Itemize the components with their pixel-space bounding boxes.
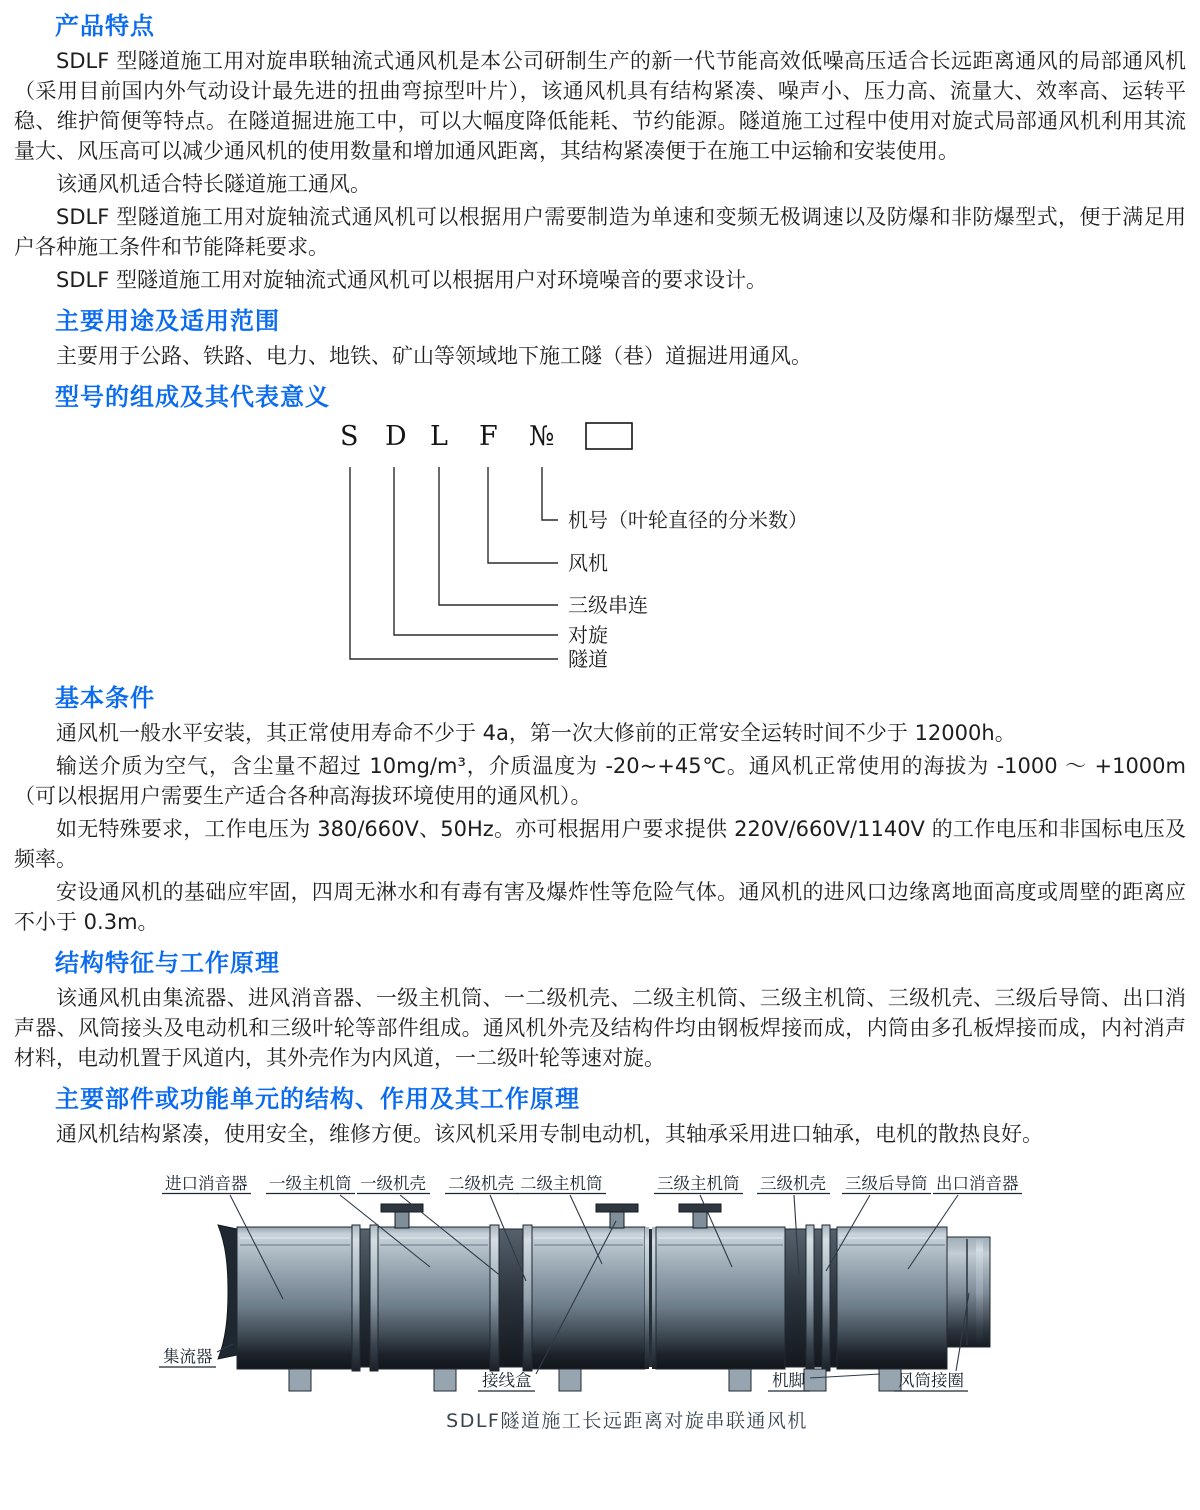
label-stage2-casing: 二级主机筒: [520, 1174, 603, 1193]
heading-product-features: 产品特点: [55, 12, 155, 40]
heading-basic-conditions: 基本条件: [55, 684, 155, 712]
stage3-casing-segment: [656, 1227, 785, 1369]
foot: [559, 1369, 581, 1391]
paragraph: 通风机结构紧凑，使用安全，维修方便。该风机采用专制电动机，其轴承采用进口轴承，电机的散热良好。: [56, 1122, 1043, 1146]
junction-box-stem: [610, 1212, 624, 1228]
label-stage3-casing: 三级主机筒: [657, 1174, 740, 1193]
foot: [804, 1369, 826, 1391]
shell-ring: [523, 1225, 532, 1371]
paragraph: 输送介质为空气，含尘量不超过 10mg/m³，介质温度为 -20~+45℃。通风机正常使用的海拔为 -1000 ～ +1000m（可以根据用户需要生产适合各种高海拔环境使用的通风机）。: [14, 754, 1186, 808]
foot: [434, 1369, 456, 1391]
model-code-diagram-svg: [330, 417, 850, 672]
label-inlet-silencer: 进口消音器: [165, 1174, 248, 1193]
guide-gap: [830, 1229, 837, 1367]
meaning-tunnel: 隧道: [568, 647, 608, 671]
model-code-letter-l: L: [430, 421, 448, 452]
paragraph: 安设通风机的基础应牢固，四周无淋水和有毒有害及爆炸性等危险气体。通风机的进风口边缘离地面高度或周壁的距离应不小于 0.3m。: [14, 880, 1186, 934]
junction-box-cap: [596, 1204, 638, 1212]
model-code-letter-f: F: [479, 421, 498, 452]
label-machine-feet: 机脚: [772, 1371, 805, 1390]
label-duct-ring: 风筒接圈: [898, 1371, 964, 1390]
guide-gap: [814, 1229, 822, 1367]
foot: [729, 1369, 751, 1391]
connector-three-stage: [439, 467, 558, 605]
paragraph: 主要用于公路、铁路、电力、地铁、矿山等领域地下施工隧（巷）道掘进用通风。: [56, 344, 812, 368]
paragraph: SDLF 型隧道施工用对旋轴流式通风机可以根据用户对环境噪音的要求设计。: [56, 268, 767, 292]
flange-gap: [360, 1229, 370, 1367]
label-stage3-shell: 三级机壳: [760, 1174, 826, 1193]
paragraph: SDLF 型隧道施工用对旋轴流式通风机可以根据用户需要制造为单速和变频无极调速以及防爆和非防爆型式，便于满足用户各种施工条件和节能降耗要求。: [14, 205, 1186, 259]
model-code-letter-d: D: [385, 421, 407, 452]
foot: [289, 1369, 311, 1391]
paragraph: 通风机一般水平安装，其正常使用寿命不少于 4a，第一次大修前的正常安全运转时间不少于 12000h。: [56, 721, 1016, 745]
label-stage1-casing: 一级主机筒: [269, 1174, 352, 1193]
heading-structure-principle: 结构特征与工作原理: [55, 949, 280, 977]
seam-ring: [645, 1227, 649, 1369]
label-collector: 集流器: [163, 1347, 213, 1366]
stage1-casing-segment: [378, 1227, 490, 1369]
guide-ring: [806, 1225, 814, 1371]
fan-body-drawing: [218, 1204, 990, 1391]
label-stage2-shell: 二级机壳: [448, 1174, 514, 1193]
stage2-casing-segment: [532, 1227, 645, 1369]
label-junction-box: 接线盒: [482, 1371, 532, 1390]
fan-illustration-svg: [70, 1159, 1130, 1459]
paragraph: 该通风机适合特长隧道施工通风。: [56, 172, 371, 196]
junction-box-stem: [395, 1212, 409, 1228]
flange-ring: [370, 1225, 378, 1371]
label-stage1-shell: 一级机壳: [360, 1174, 426, 1193]
meaning-machine-number: 机号（叶轮直径的分米数）: [568, 508, 808, 532]
connector-counter-rotating: [394, 467, 558, 635]
model-code-letter-no: №: [529, 421, 555, 452]
connector-fan: [488, 467, 558, 563]
fan-illustration-figure: [14, 1159, 1186, 1471]
paragraph: SDLF 型隧道施工用对旋串联轴流式通风机是本公司研制生产的新一代节能高效低噪高压适合长远距离通风的局部通风机（采用目前国内外气动设计最先进的扭曲弯掠型叶片），该通风机具有结构紧凑、噪声小、压力高、流量大、效率高、运转平稳、维护简便等特点。在隧道掘进施工中，可以大幅度降低能耗、节约能源。隧道施工过程中使用对旋式局部通风机利用其流量大、风压高可以减少通风机的使用数量和增加通风距离，其结构紧凑便于在施工中运输和安装使用。: [14, 49, 1186, 163]
connector-machine-number: [542, 467, 558, 520]
label-outlet-silencer: 出口消音器: [936, 1174, 1019, 1193]
seam-ring: [652, 1227, 656, 1369]
model-code-letter-s: S: [340, 421, 359, 452]
mounting-feet: [289, 1369, 901, 1391]
flange-ring: [352, 1225, 360, 1371]
meaning-fan: 风机: [568, 551, 608, 575]
heading-main-components: 主要部件或功能单元的结构、作用及其工作原理: [55, 1085, 580, 1113]
model-code-diagram: [14, 417, 1186, 672]
paragraph: 该通风机由集流器、进风消音器、一级主机筒、一二级机壳、二级主机筒、三级主机筒、三级机壳、三级后导筒、出口消声器、风筒接头及电动机和三级叶轮等部件组成。通风机外壳及结构件均由钢板焊接而成，内筒由多孔板焊接而成，内衬消声材料，电动机置于风道内，其外壳作为内风道，一二级叶轮等速对旋。: [14, 986, 1186, 1070]
junction-boxes: [381, 1204, 721, 1228]
figure-caption: SDLF隧道施工长远距离对旋串联通风机: [446, 1410, 808, 1432]
heading-main-uses: 主要用途及适用范围: [55, 307, 280, 335]
meaning-counter-rotating: 对旋: [568, 623, 608, 647]
guide-ring: [822, 1225, 830, 1371]
junction-box-stem: [693, 1212, 707, 1228]
fan-part-labels-top: [162, 1174, 1022, 1194]
shell-ring: [490, 1225, 499, 1371]
heading-model-composition: 型号的组成及其代表意义: [55, 383, 330, 411]
seam-gap: [649, 1229, 652, 1367]
model-number-box: [586, 423, 632, 449]
junction-box-cap: [679, 1204, 721, 1212]
duct-collar: [947, 1237, 990, 1347]
meaning-three-stage-series: 三级串连: [568, 593, 648, 617]
outlet-silencer-segment: [837, 1227, 947, 1369]
collector-bell: [218, 1225, 237, 1359]
inlet-silencer-segment: [237, 1227, 352, 1369]
stage3-shell-band: [785, 1229, 806, 1367]
shell-dark-band: [499, 1229, 523, 1367]
label-rear-guide: 三级后导筒: [845, 1174, 928, 1193]
paragraph: 如无特殊要求，工作电压为 380/660V、50Hz。亦可根据用户要求提供 220V/660V/1140V 的工作电压和非国标电压及频率。: [14, 817, 1186, 871]
collar-ring: [976, 1239, 983, 1345]
